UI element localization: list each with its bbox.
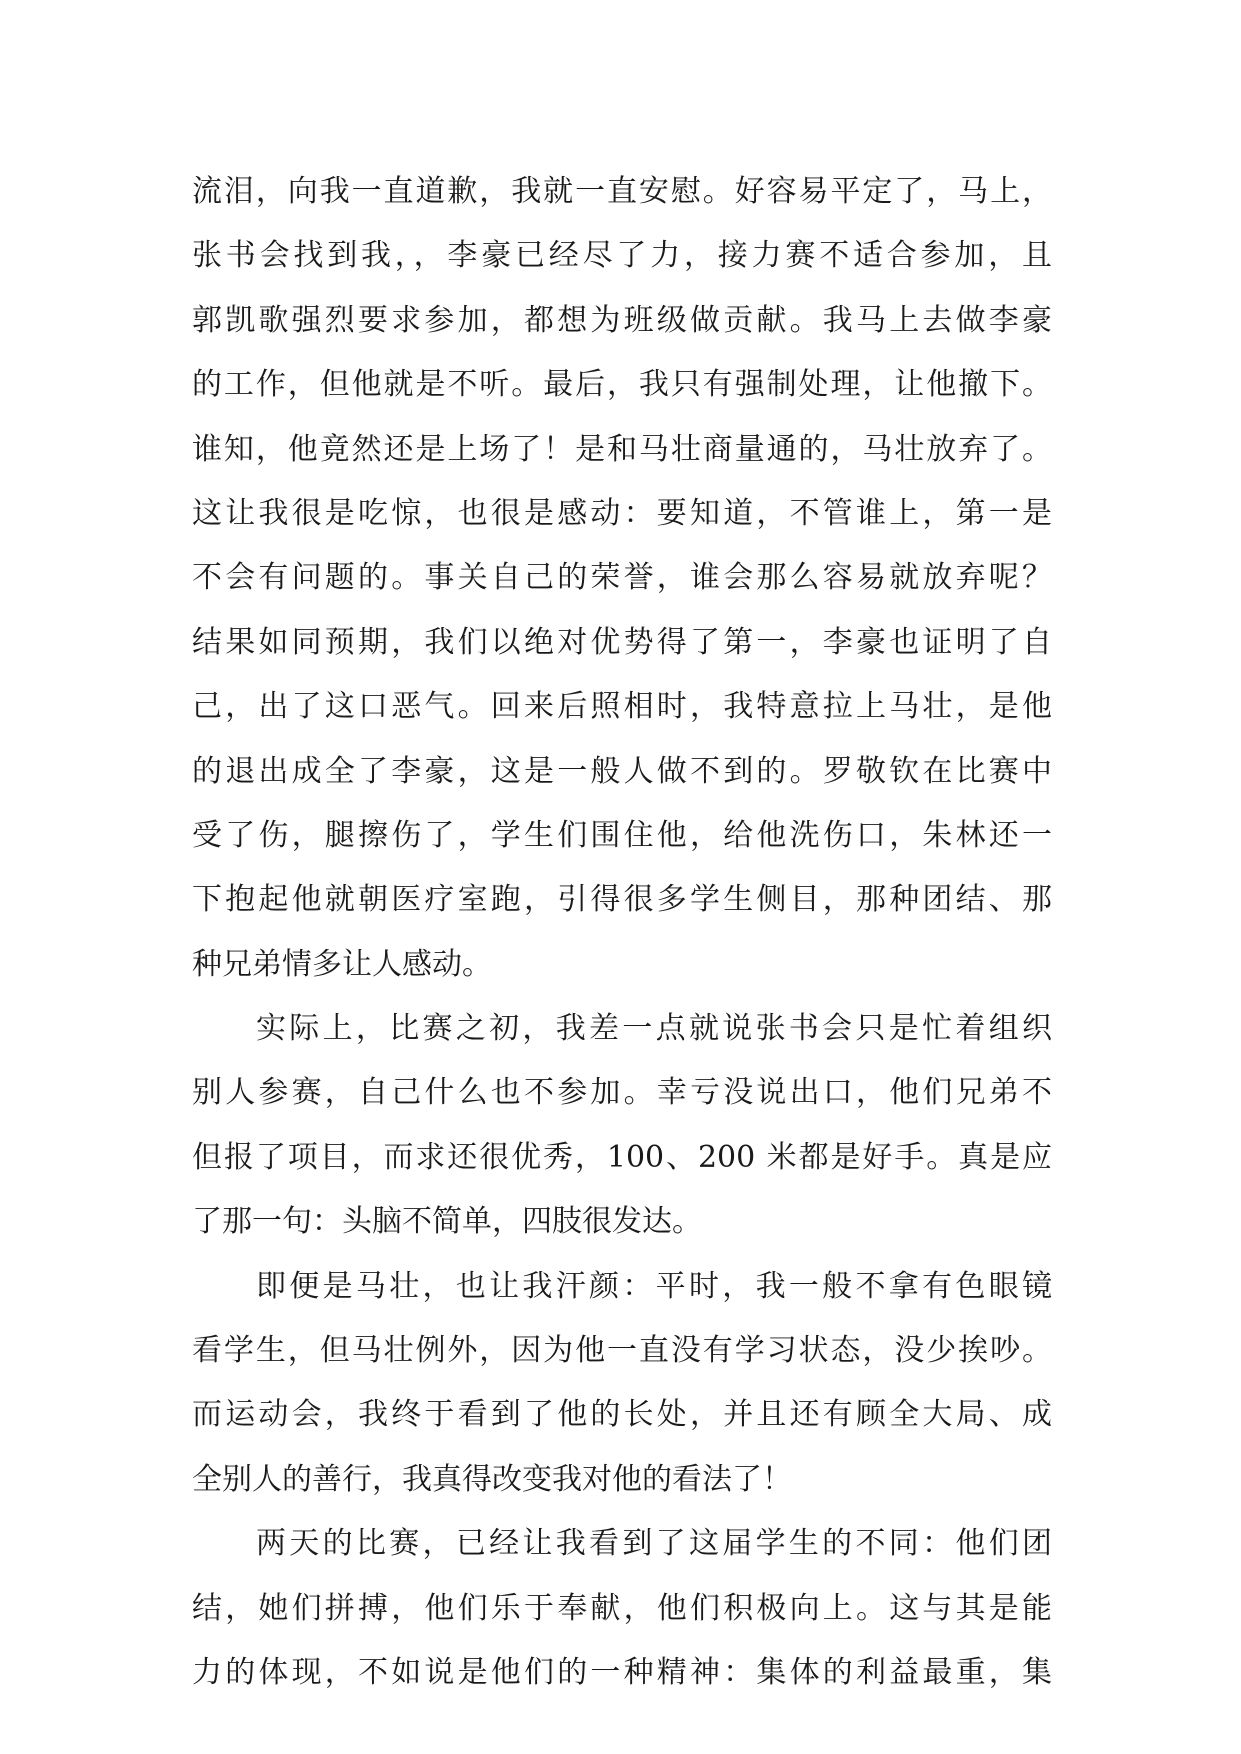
- text-line: 张书会找到我，，李豪已经尽了力，接力赛不适合参加，且: [192, 238, 1052, 274]
- text-line: 种兄弟情多让人感动。: [192, 946, 492, 982]
- text-line: 力的体现，不如说是他们的一种精神：集体的利益最重，集: [192, 1654, 1052, 1690]
- text-line: 别人参赛，自己什么也不参加。幸亏没说出口，他们兄弟不: [192, 1075, 1052, 1111]
- text-line: 但报了项目，而求还很优秀，100、200 米都是好手。真是应: [192, 1139, 1052, 1175]
- text-line: 的退出成全了李豪，这是一般人做不到的。罗敬钦在比赛中: [192, 753, 1052, 789]
- text-line: 己，出了这口恶气。回来后照相时，我特意拉上马壮，是他: [192, 689, 1052, 725]
- text-line: 全别人的善行，我真得改变我对他的看法了！: [192, 1461, 792, 1497]
- text-line: 的工作，但他就是不听。最后，我只有强制处理，让他撤下。: [192, 367, 1052, 403]
- body-text: [192, 160, 1052, 1705]
- text-line: 郭凯歌强烈要求参加，都想为班级做贡献。我马上去做李豪: [192, 302, 1052, 338]
- text-line: 这让我很是吃惊，也很是感动：要知道，不管谁上，第一是: [192, 495, 1052, 531]
- paragraph-start-line: 实际上，比赛之初，我差一点就说张书会只是忙着组织: [256, 1011, 1052, 1047]
- text-line: 了那一句：头脑不简单，四肢很发达。: [192, 1204, 702, 1240]
- paragraph-start-line: 即便是马壮，也让我汗颜：平时，我一般不拿有色眼镜: [256, 1268, 1052, 1304]
- text-line: 下抱起他就朝医疗室跑，引得很多学生侧目，那种团结、那: [192, 882, 1052, 918]
- text-line: 谁知，他竟然还是上场了！是和马壮商量通的，马壮放弃了。: [192, 431, 1052, 467]
- text-line: 看学生，但马壮例外，因为他一直没有学习状态，没少挨吵。: [192, 1333, 1052, 1369]
- text-line: 结，她们拼搏，他们乐于奉献，他们积极向上。这与其是能: [192, 1590, 1052, 1626]
- paragraph-start-line: 两天的比赛，已经让我看到了这届学生的不同：他们团: [256, 1526, 1052, 1562]
- text-line: 不会有问题的。事关自己的荣誉，谁会那么容易就放弃呢？: [192, 560, 1052, 596]
- text-line: 受了伤，腿擦伤了，学生们围住他，给他洗伤口，朱林还一: [192, 817, 1052, 853]
- text-line: 而运动会，我终于看到了他的长处，并且还有顾全大局、成: [192, 1397, 1052, 1433]
- text-line: 结果如同预期，我们以绝对优势得了第一，李豪也证明了自: [192, 624, 1052, 660]
- text-line: 流泪，向我一直道歉，我就一直安慰。好容易平定了，马上，: [192, 174, 1052, 209]
